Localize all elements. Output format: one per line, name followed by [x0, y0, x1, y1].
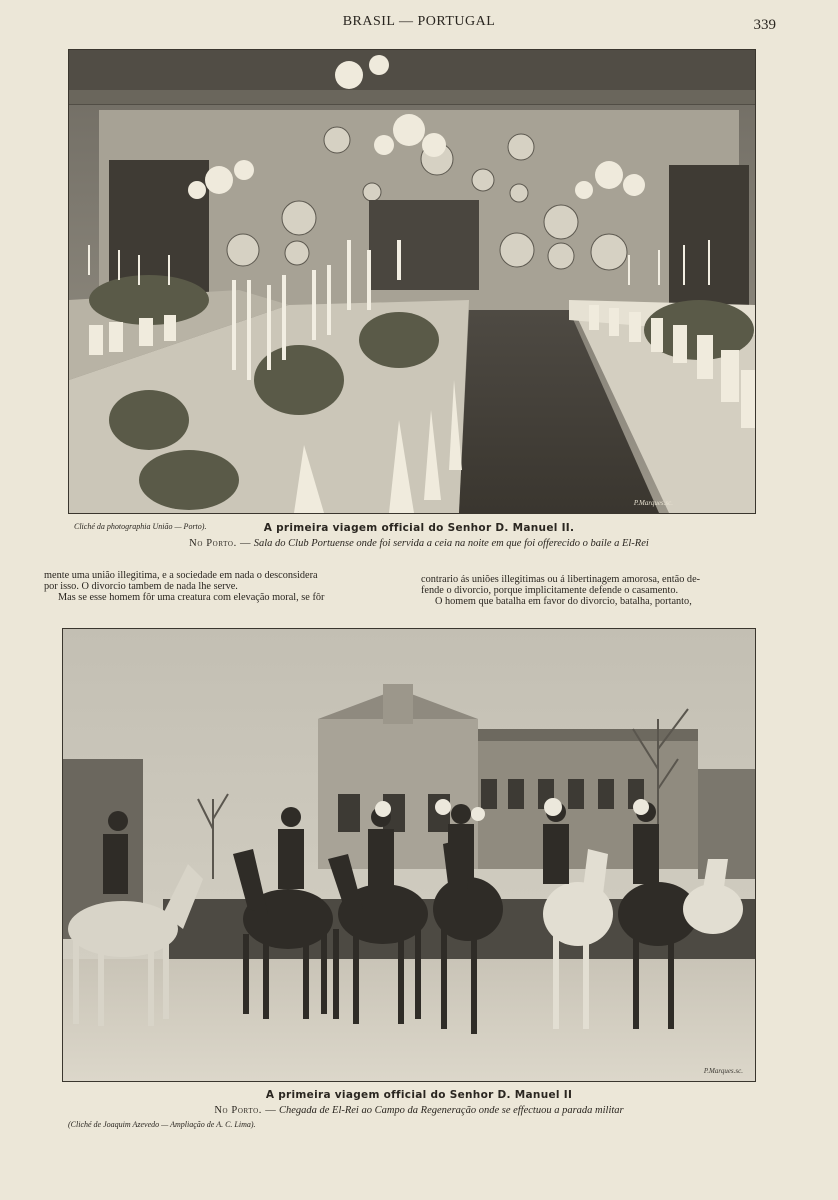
article-line: Mas se esse homem fôr uma creatura com elevação moral, se fôr [58, 592, 325, 603]
top-caption-description: Sala do Club Portuense onde foi servida a ceia na noite em que foi offerecido o baile a El-Rei [253, 538, 649, 549]
banquet-hall-illustration [69, 50, 755, 513]
article-line: mente uma união illegitima, e a sociedade em nada o desconsidera [44, 570, 318, 581]
article-column-right [421, 574, 777, 607]
bottom-caption-place: No Porto. — [214, 1105, 277, 1116]
article-column-left [44, 570, 400, 603]
top-caption-title: A primeira viagem official do Senhor D. Manuel II. [263, 522, 575, 534]
banquet-hall-photo [68, 49, 756, 514]
top-caption-subtitle [0, 538, 838, 549]
article-line: por isso. O divorcio tambem de nada lhe serve. [44, 581, 238, 592]
bottom-caption-description: Chegada de El-Rei ao Campo da Regeneração onde se effectuou a parada militar [278, 1105, 624, 1116]
article-line: contrario ás uniões illegitimas ou á libertinagem amorosa, então de- [421, 574, 701, 585]
bottom-photo-credit: (Cliché de Joaquim Azevedo — Ampliação de A. C. Lima). [68, 1120, 256, 1129]
top-photo-credit: Cliché da photographia União — Porto). [74, 522, 207, 531]
running-header: BRASIL — PORTUGAL [342, 14, 496, 29]
page-number: 339 [753, 17, 776, 33]
engraver-signature: P.Marques.sc. [633, 499, 673, 507]
article-line: fende o divorcio, porque implicitamente defende o casamento. [421, 585, 679, 596]
top-caption-place: No Porto. — [189, 538, 252, 549]
engraver-signature: P.Marques.sc. [703, 1067, 743, 1075]
bottom-caption-title: A primeira viagem official do Senhor D. Manuel II [265, 1089, 573, 1101]
royal-arrival-illustration [63, 629, 755, 1081]
royal-arrival-photo [62, 628, 756, 1082]
article-line: O homem que batalha em favor do divorcio, batalha, portanto, [435, 596, 692, 607]
bottom-caption-subtitle [0, 1105, 838, 1116]
